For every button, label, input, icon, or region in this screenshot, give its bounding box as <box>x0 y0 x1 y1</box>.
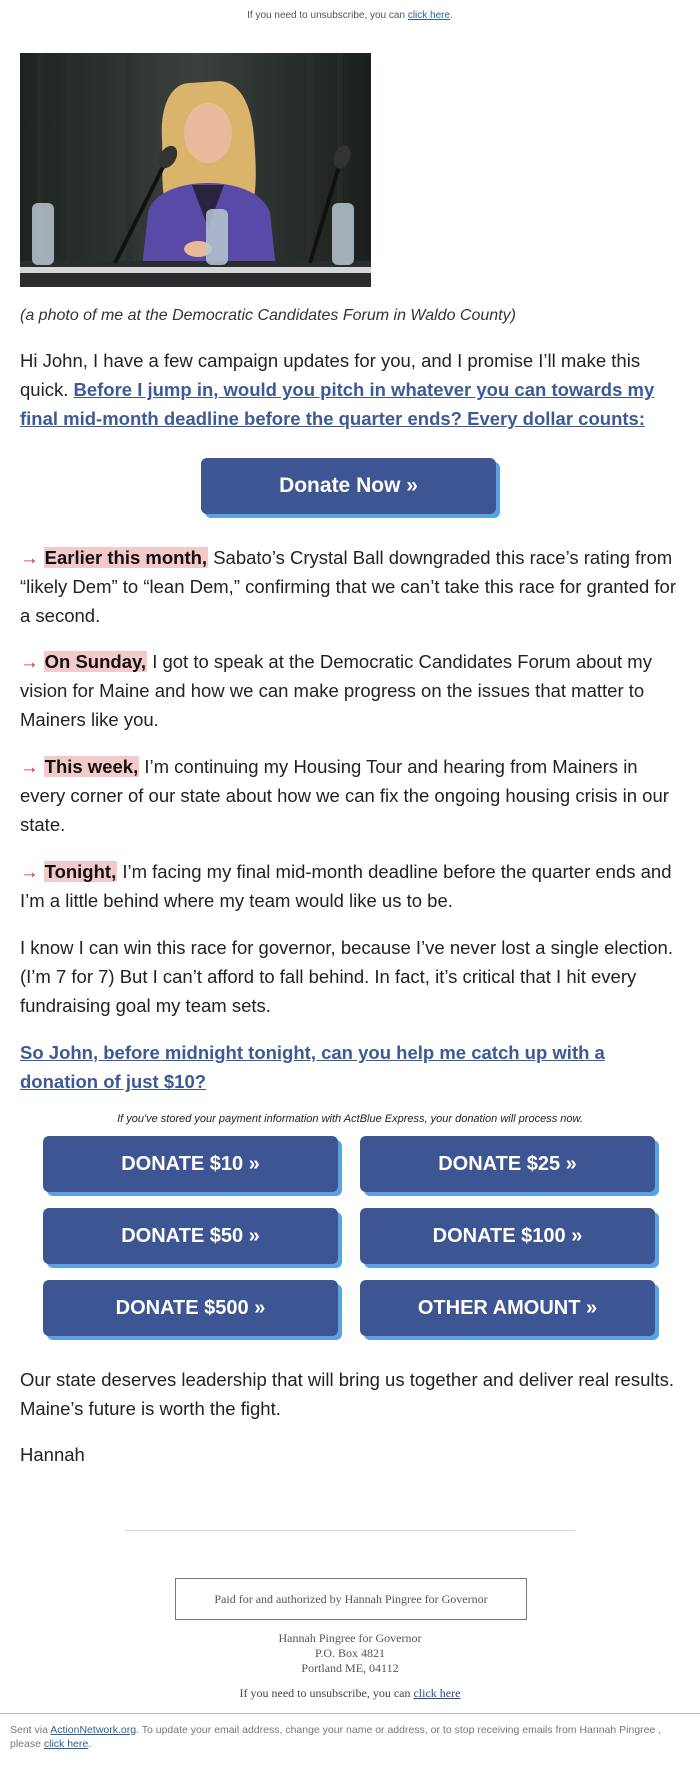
intro-paragraph <box>20 346 680 433</box>
arrow-right-icon: → <box>20 756 39 777</box>
address-line: Portland ME, 04112 <box>301 1661 399 1675</box>
photo-caption: (a photo of me at the Democratic Candidates Forum in Waldo County) <box>20 307 516 324</box>
top-unsubscribe-end: . <box>450 10 453 21</box>
mailing-address <box>0 1631 700 1676</box>
footer-middle-text: . To update your email address, change your name or address, or to stop receiving emails from Hannah Pingree , please <box>10 1724 662 1750</box>
know-paragraph: I know I can win this race for governor, because I’ve never lost a single election. (I’m 7 for 7) But I can’t afford to fall behind. In fact, it’s critical that I hit every fundraising goal my team sets. <box>20 937 673 1016</box>
update-text: I’m facing my final mid-month deadline before the quarter ends and I’m a little behind where my team would like us to be. <box>20 861 672 911</box>
donate-100-button[interactable]: DONATE $100 » <box>360 1208 655 1264</box>
donate-25-button[interactable]: DONATE $25 » <box>360 1136 655 1192</box>
arrow-right-icon: → <box>20 547 39 568</box>
update-highlight: On Sunday, <box>44 651 147 672</box>
footer-sent-via: Sent via <box>10 1724 48 1736</box>
footer-end: . <box>88 1738 92 1750</box>
ask-paragraph <box>20 1038 680 1096</box>
donate-50-button[interactable]: DONATE $50 » <box>43 1208 338 1264</box>
candidate-photo-illustration <box>20 53 371 287</box>
signature: Hannah <box>20 1444 85 1465</box>
top-unsubscribe-line <box>0 10 700 21</box>
closing-paragraph: Our state deserves leadership that will bring us together and deliver real results. Maine’s future is worth the fight. <box>20 1369 675 1419</box>
donate-10-button[interactable]: DONATE $10 » <box>43 1136 338 1192</box>
candidate-photo <box>20 53 371 287</box>
footer-click-here-link[interactable]: click here <box>43 1738 89 1750</box>
update-text: I got to speak at the Democratic Candidates Forum about my vision for Maine and how we can make progress on the issues that matter to Mainers like you. <box>20 651 652 730</box>
arrow-right-icon: → <box>20 861 39 882</box>
donate-now-button[interactable]: Donate Now » <box>201 458 496 514</box>
top-unsubscribe-text: If you need to unsubscribe, you can <box>247 10 406 21</box>
ask-donate-link[interactable]: So John, before midnight tonight, can you help me catch up with a donation of just $10? <box>20 1042 605 1092</box>
update-text: Sabato’s Crystal Ball downgraded this race’s rating from “likely Dem” to “lean Dem,” confirming that we can’t take this race for granted for a second. <box>20 547 676 626</box>
intro-text: Hi John, I have a few campaign updates for you, and I promise I’ll make this quick. <box>20 350 641 400</box>
donate-500-button[interactable]: DONATE $500 » <box>43 1280 338 1336</box>
divider <box>125 1530 575 1531</box>
update-item <box>20 752 680 839</box>
actionnetwork-link[interactable]: ActionNetwork.org <box>50 1724 137 1736</box>
footer-divider <box>0 1713 700 1714</box>
top-unsubscribe-link[interactable]: click here <box>407 10 451 21</box>
address-line: P.O. Box 4821 <box>314 1646 385 1660</box>
update-item <box>20 647 680 734</box>
update-highlight: Tonight, <box>44 861 117 882</box>
update-item <box>20 857 680 915</box>
arrow-right-icon: → <box>20 651 39 672</box>
update-text: I’m continuing my Housing Tour and hearing from Mainers in every corner of our state about how we can fix the ongoing housing crisis in our state. <box>20 756 669 835</box>
intro-donate-link[interactable]: Before I jump in, would you pitch in whatever you can towards my final mid-month deadline before the quarter ends? Every dollar counts: <box>20 379 655 429</box>
paid-for-disclaimer: Paid for and authorized by Hannah Pingree for Governor <box>175 1578 527 1620</box>
bottom-unsubscribe-link[interactable]: click here <box>413 1686 461 1700</box>
footer <box>10 1723 690 1751</box>
update-highlight: This week, <box>44 756 139 777</box>
donate-other-amount-button[interactable]: OTHER AMOUNT » <box>360 1280 655 1336</box>
update-item <box>20 543 680 630</box>
update-highlight: Earlier this month, <box>44 547 208 568</box>
actblue-express-note: If you've stored your payment information with ActBlue Express, your donation will process now. <box>117 1113 583 1125</box>
bottom-unsubscribe-line <box>0 1686 700 1701</box>
bottom-unsubscribe-text: If you need to unsubscribe, you can <box>239 1686 411 1700</box>
address-line: Hannah Pingree for Governor <box>278 1631 422 1645</box>
